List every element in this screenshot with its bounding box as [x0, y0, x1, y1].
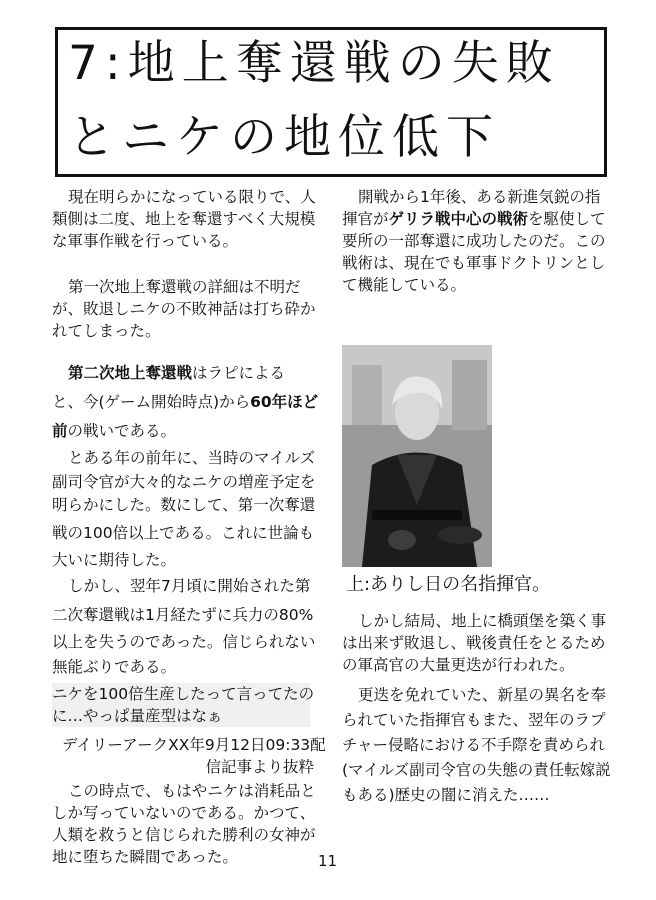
title-line-2: とニケの地位低下 — [68, 110, 500, 165]
text-line: ニケを100倍生産したって言ってたの — [52, 685, 315, 703]
text-line: 開戦から1年後、ある新進気鋭の指 — [358, 188, 601, 206]
text-segment: と、今(ゲーム開始時点)から — [52, 393, 251, 411]
text-line: もある)歴史の闇に消えた…… — [342, 786, 550, 804]
text-line: 更迭を免れていた、新星の異名を奉 — [358, 686, 607, 704]
right-paragraph-1 — [342, 186, 622, 296]
commander-figure-icon — [342, 345, 492, 567]
text-line: 類側は二度、地上を奪還すべく大規模 — [52, 210, 316, 228]
text-line: とある年の前年に、当時のマイルズ — [68, 449, 316, 467]
text-line: チャー侵略における不手際を責められ — [342, 736, 606, 754]
text-line: 信記事より抜粋 — [205, 758, 314, 776]
text-line: 明らかにした。数にして、第一次奪還 — [52, 496, 316, 514]
text-line: 無能ぶりである。 — [52, 658, 177, 676]
title-line-1: 7:地上奪還戦の失敗 — [68, 36, 560, 91]
text-line: しか写っていないのである。かつて、 — [52, 804, 316, 822]
text-segment: の戦いである。 — [67, 422, 177, 440]
left-paragraph-3 — [52, 359, 319, 446]
text-segment: 揮官が — [342, 210, 389, 228]
image-caption: 上:ありし日の名指揮官。 — [346, 574, 551, 595]
text-line: 戦の100倍以上である。これに世論も — [52, 523, 315, 542]
text-line: 二次奪還戦は1月経たずに兵力の80% — [52, 606, 314, 624]
text-line: しかし、翌年7月頃に開始された第 — [68, 577, 311, 595]
text-line: 地に堕ちた瞬間であった。 — [52, 848, 238, 866]
text-line: 以上を失うのであった。信じられない — [52, 633, 316, 651]
news-source-credit — [52, 734, 326, 778]
left-paragraph-1 — [52, 186, 316, 252]
commander-illustration — [342, 345, 492, 567]
text-line: られていた指揮官もまた、翌年のラプ — [342, 711, 606, 729]
text-line: デイリーアークXX年9月12日09:33配 — [62, 736, 326, 754]
text-line: 戦術は、現在でも軍事ドクトリンとし — [342, 254, 606, 272]
text-line: 第一次地上奪還戦の詳細は不明だ — [68, 278, 301, 296]
text-line: (マイルズ副司令官の失態の責任転嫁説 — [342, 761, 611, 779]
text-line: 副司令官が大々的なニケの増産予定を — [52, 472, 316, 491]
left-paragraph-5 — [52, 574, 316, 680]
text-line: 現在明らかになっている限りで、人 — [68, 188, 316, 206]
text-segment: はラピによる — [192, 364, 286, 382]
text-segment: を駆使して — [528, 210, 606, 228]
left-paragraph-6 — [52, 780, 314, 868]
page-number: 11 — [318, 852, 338, 870]
right-paragraph-3 — [342, 683, 622, 808]
text-line: 人類を救うと信じられた勝利の女神が — [52, 826, 316, 844]
text-line: この時点で、もはやニケは消耗品と — [68, 782, 316, 800]
text-line: が、敗退しニケの不敗神話は打ち砕か — [52, 300, 316, 318]
text-line: の軍高官の大量更迭が行われた。 — [342, 656, 575, 674]
bold-term: ゲリラ戦中心の戦術 — [388, 210, 529, 228]
text-line: て機能している。 — [342, 276, 467, 294]
text-line: しかし結局、地上に橋頭堡を築く事 — [358, 612, 607, 630]
text-line: 要所の一部奪還に成功したのだ。この — [342, 232, 606, 250]
left-paragraph-2 — [52, 276, 316, 342]
left-paragraph-4 — [52, 447, 316, 573]
text-line: に…やっぱ量産型はなぁ — [52, 707, 223, 725]
text-line: は出来ず敗退し、戦後責任をとるため — [342, 634, 606, 652]
quoted-chat-message — [52, 683, 315, 727]
bold-term: 第二次地上奪還戦 — [68, 364, 193, 382]
text-line: れてしまった。 — [52, 322, 161, 340]
bold-term: 前 — [52, 422, 68, 440]
bold-term: 60年ほど — [250, 393, 319, 411]
text-line: な軍事作戦を行っている。 — [52, 232, 239, 250]
text-line: 大いに期待した。 — [52, 551, 177, 569]
title-box — [55, 27, 607, 177]
right-paragraph-2 — [342, 610, 622, 676]
